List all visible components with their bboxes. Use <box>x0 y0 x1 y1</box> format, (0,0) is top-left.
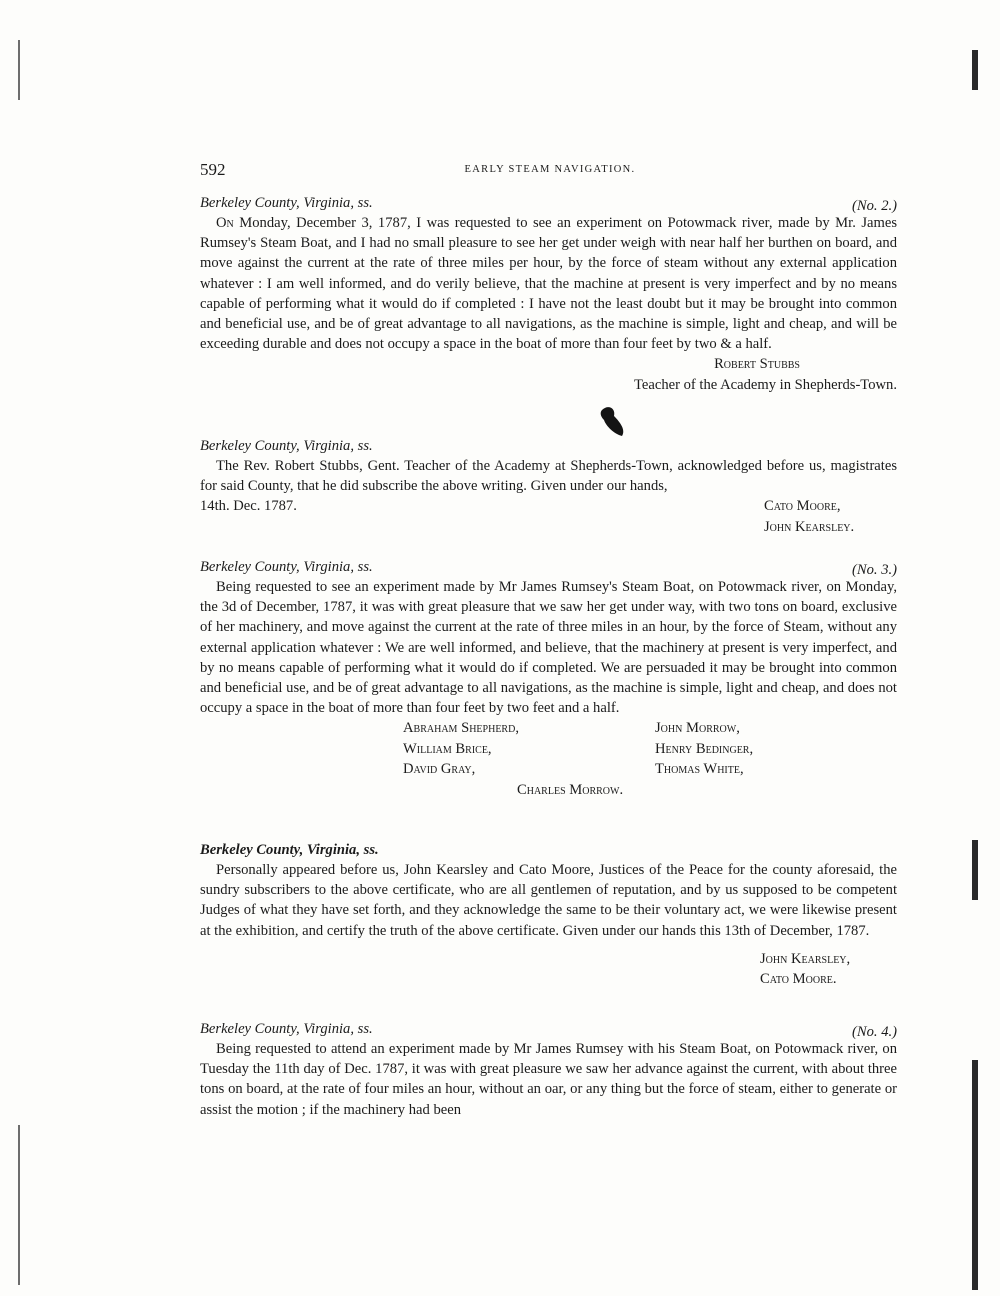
scan-edge-left <box>18 40 20 100</box>
ink-blot <box>598 404 628 438</box>
scan-edge-right-bottom <box>972 1060 978 1290</box>
running-title: EARLY STEAM NAVIGATION. <box>464 164 636 175</box>
document-number: (No. 4.) <box>852 1024 897 1040</box>
acknowledgement-body: Personally appeared before us, John Kearsley and Cato Moore, Justices of the Peace for the county aforesaid, the sundry subscribers to the above certificate, who are all gentlemen of reputation, and by us supposed to be competent Judges of what they have set forth, and they acknowledge the same to be their voluntary act, we were likewise present at the exhibition, and certify the truth of the above certificate. Given under our hands this 13th of December, 1787. <box>200 862 897 939</box>
signatories <box>200 718 897 780</box>
body-text: Monday, December 3, 1787, I was requested to see an experiment on Potowmack river, made by Mr. James Rumsey's Steam Boat, and I had no small pleasure to see her get under weigh with near half her burthen on board, and move against the current at the rate of three miles per hour, by the force of steam without any external application whatever : I am well informed, and do verily believe, that the machine at present is very imperfect and by no means capable of performing what it would do if completed : I have not the least doubt but it may be brought into common and beneficial use, and be of great advantage to all navigations, as the machine is simple, light and cheap, and will be exceeding durable and does not occupy a space in the boat of more than four feet by two & a half. <box>200 215 897 353</box>
acknowledgement-date: 14th. Dec. 1787. <box>200 498 297 515</box>
certificate-no-2 <box>200 193 897 395</box>
signer-name: Cato Moore, <box>764 498 841 515</box>
scan-edge-right <box>972 50 978 90</box>
scan-edge-right-lower <box>972 840 978 900</box>
document-number: (No. 3.) <box>852 562 897 578</box>
document-number: (No. 2.) <box>852 198 897 214</box>
signer-name: David Gray, <box>403 760 476 777</box>
page-header <box>200 160 900 182</box>
signer-name: Robert Stubbs <box>714 356 800 373</box>
location-heading: Berkeley County, Virginia, ss. <box>200 559 373 575</box>
signer-name: John Morrow, <box>655 720 740 737</box>
page-number: 592 <box>200 160 226 179</box>
location-heading: Berkeley County, Virginia, ss. <box>200 1021 373 1037</box>
signer-name: John Kearsley, <box>760 950 851 967</box>
location-heading: Berkeley County, Virginia, ss. <box>200 195 373 211</box>
location-heading: Berkeley County, Virginia, ss. <box>200 438 373 454</box>
signer-name: Cato Moore. <box>760 971 837 988</box>
acknowledgement-1 <box>200 436 897 537</box>
location-heading: Berkeley County, Virginia, ss. <box>200 842 379 858</box>
signer-name: John Kearsley. <box>764 518 855 535</box>
signer-name: Henry Bedinger, <box>655 740 754 757</box>
signer-title: Teacher of the Academy in Shepherds-Town. <box>634 376 897 393</box>
signer-name: William Brice, <box>403 740 492 757</box>
signer-name: Abraham Shepherd, <box>403 720 519 737</box>
body-first-word: On <box>216 215 234 231</box>
scan-edge-left-lower <box>18 1125 20 1285</box>
signer-name: Charles Morrow. <box>517 782 624 799</box>
certificate-body: Being requested to attend an experiment made by Mr James Rumsey with his Steam Boat, on Potowmack river, on Tuesday the 11th day of Dec. 1787, it was with great pleasure we saw her advance against the current, with about three tons on board, at the rate of four miles an hour, without an oar, or any thing but the force of steam, either to generate or assist the motion ; if the machinery had been <box>200 1041 897 1118</box>
acknowledgement-2 <box>200 840 897 989</box>
certificate-no-4 <box>200 1019 897 1120</box>
acknowledgement-body: The Rev. Robert Stubbs, Gent. Teacher of the Academy at Shepherds-Town, acknowledged before us, magistrates for said County, that he did subscribe the above writing. Given under our hands, <box>200 458 897 495</box>
certificate-body <box>200 213 897 354</box>
certificate-body: Being requested to see an experiment made by Mr James Rumsey's Steam Boat, on Potowmack river, on Monday, the 3d of December, 1787, it was with great pleasure that we saw her get under way, with two tons on board, exclusive of her machinery, and move against the current at the rate of three miles in an hour, by the force of Steam, without any external application whatever : We are well informed, and believe, that the machinery at present is very imperfect, and by no means capable of performing what it would do if completed. We are persuaded it may be brought into common and beneficial use, and be of great advantage to all navigations, as the machine is simple, light and cheap, and does not occupy a space in the boat of more than four feet by two feet and a half. <box>200 579 897 717</box>
certificate-no-3 <box>200 557 897 801</box>
signer-name: Thomas White, <box>655 760 744 777</box>
